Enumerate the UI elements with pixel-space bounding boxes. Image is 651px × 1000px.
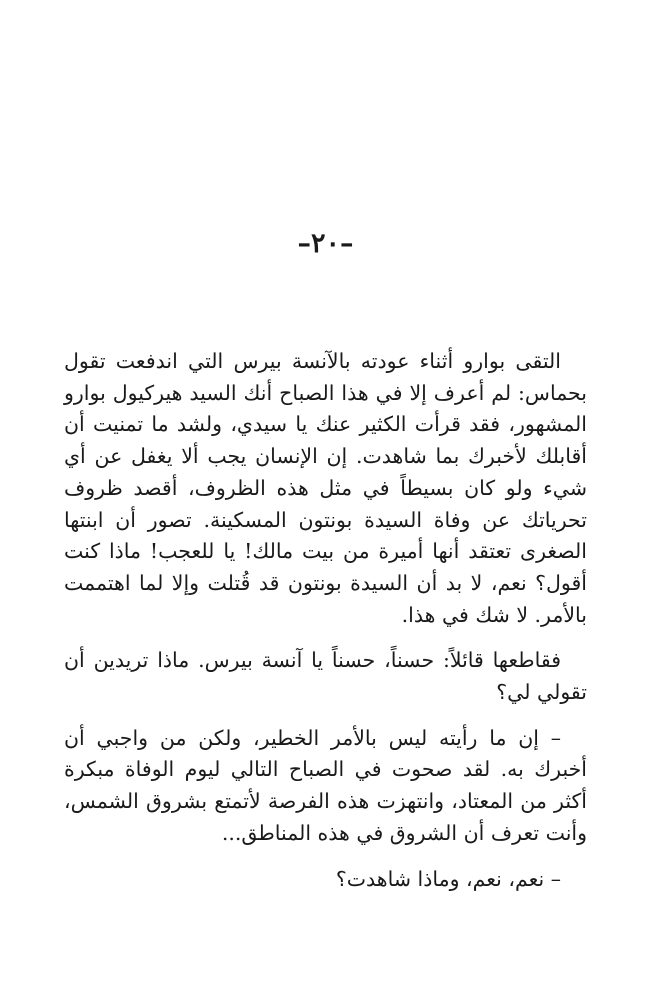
paragraph-1: التقى بوارو أثناء عودته بالآنسة بيرس التي اندفعت تقول بحماس: لم أعرف إلا في هذا الصباح أنك السيد هيركيول بوارو المشهور، فقد قرأت الكثير عنك يا سيدي، ولشد ما تمنيت أن أقابلك لأخبرك بما شاهدت. إن الإنسان يجب ألا يغفل عن أي شيء ولو كان بسيطاً في مثل هذه الظروف، أقصد ظروف تحرياتك عن وفاة السيدة بونتون المسكينة. تصور أن ابنتها الصغرى تعتقد أنها أميرة من بيت مالك! يا للعجب! ماذا كنت أقول؟ نعم، لا بد أن السيدة بونتون قد قُتلت وإلا لما اهتممت بالأمر. لا شك في هذا. — [64, 349, 587, 627]
paragraph-3: – إن ما رأيته ليس بالأمر الخطير، ولكن من واجبي أن أخبرك به. لقد صحوت في الصباح التالي ليوم الوفاة مبكرة أكثر من المعتاد، وانتهزت هذه الفرصة لأتمتع بشروق الشمس، وأنت تعرف أن الشروق في هذه المناطق... — [64, 725, 587, 845]
paragraph-4: – نعم، نعم، وماذا شاهدت؟ — [335, 866, 561, 891]
paragraph-2: فقاطعها قائلاً: حسناً، حسناً يا آنسة بيرس. ماذا تريدين أن تقولي لي؟ — [64, 648, 587, 705]
page-text — [64, 346, 587, 895]
chapter-number: –٢٠– — [297, 228, 354, 259]
